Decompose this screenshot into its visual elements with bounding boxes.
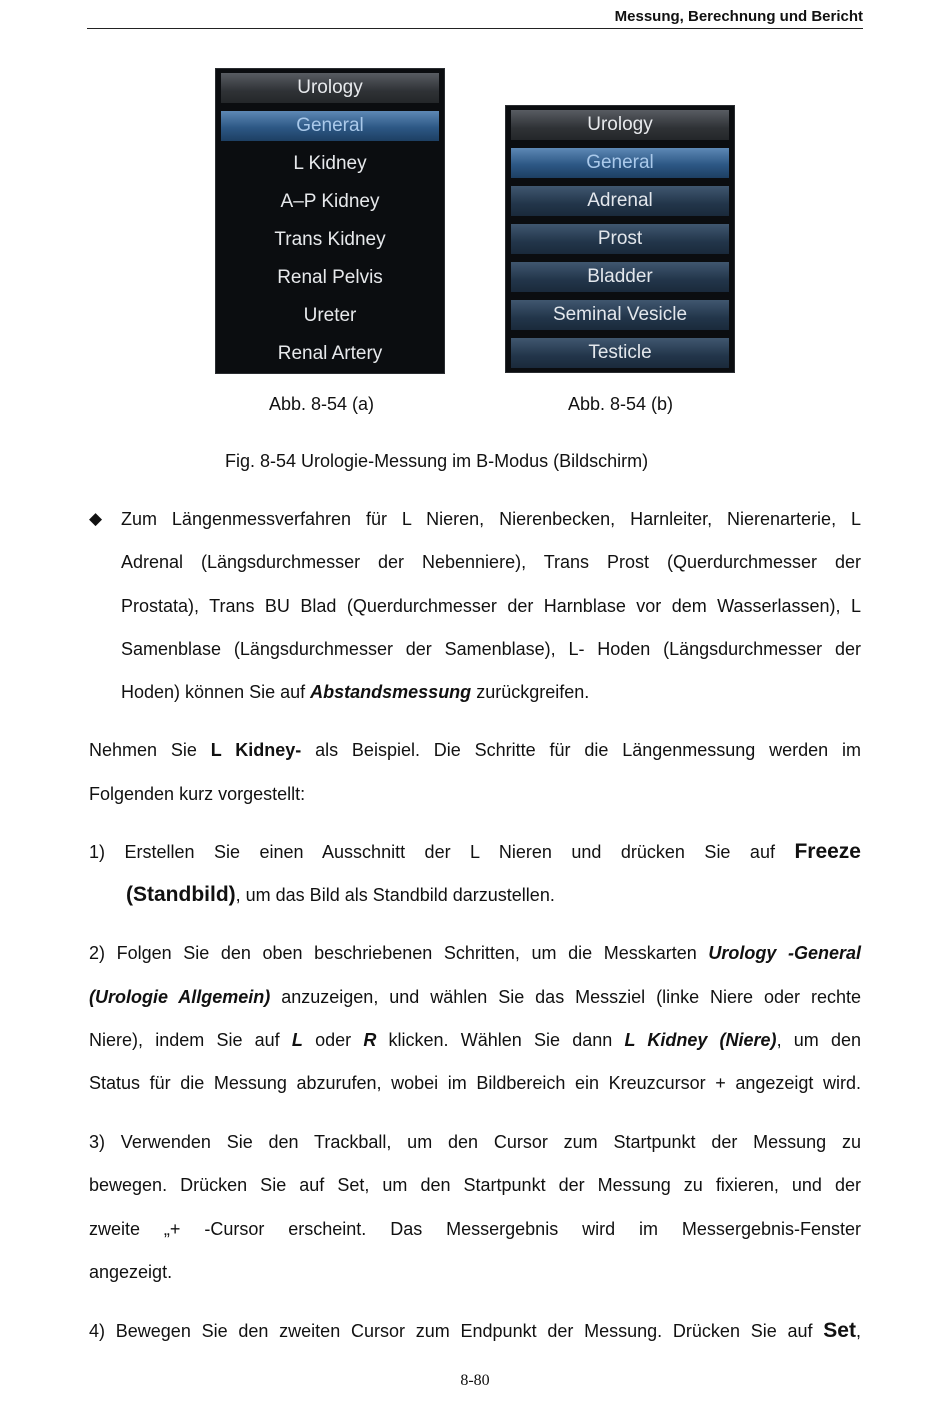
- menu-a-item-general[interactable]: General: [221, 111, 439, 141]
- bullet-text-end: zurückgreifen.: [471, 682, 590, 702]
- term-urology-general: Urology -General: [708, 943, 862, 963]
- step1-text: 1) Erstellen Sie einen Ausschnitt der L Nieren und drücken Sie auf: [89, 842, 795, 862]
- urology-menu-a: [215, 68, 445, 374]
- menu-b-item-seminal-vesicle[interactable]: Seminal Vesicle: [511, 300, 729, 330]
- menu-a-item-urology[interactable]: Urology: [221, 73, 439, 103]
- term-urologie-allgemein: (Urologie Allgemein): [89, 987, 271, 1007]
- bullet-line-1: Zum Längenmessverfahren für L Nieren, Nierenbecken, Harnleiter, Nierenarterie, L: [121, 509, 861, 529]
- step2-line-2: [89, 986, 861, 1008]
- figure-caption: Fig. 8-54 Urologie-Messung im B-Modus (Bildschirm): [225, 451, 649, 471]
- menu-a-item-ureter[interactable]: Ureter: [303, 305, 357, 326]
- term-freeze: Freeze: [794, 840, 861, 863]
- intro-line-1: [89, 739, 861, 761]
- term-standbild: (Standbild): [126, 883, 236, 906]
- step2-text-3a: Niere), indem Sie auf: [89, 1030, 292, 1050]
- menu-a-item-renal-artery[interactable]: Renal Artery: [277, 343, 383, 364]
- step4-comma: ,: [855, 1321, 861, 1341]
- intro-text-end: als Beispiel. Die Schritte für die Längenmessung werden im: [301, 740, 861, 760]
- bullet-line-3: Prostata), Trans BU Blad (Querdurchmesser der Harnblase vor dem Wasserlassen), L: [121, 596, 861, 616]
- step2-text-3c: klicken. Wählen Sie dann: [376, 1030, 625, 1050]
- bullet-line-2: Adrenal (Längsdurchmesser der Nebenniere), Trans Prost (Querdurchmesser der: [121, 552, 861, 572]
- step2-text: 2) Folgen Sie den oben beschriebenen Schritten, um die Messkarten: [89, 943, 709, 963]
- term-l-kidney-niere: L Kidney (Niere): [624, 1030, 777, 1050]
- term-l-kidney: L Kidney-: [210, 740, 302, 760]
- header-title: Messung, Berechnung und Bericht: [614, 8, 863, 25]
- menu-b-item-general[interactable]: General: [511, 148, 729, 178]
- step4-line-1: [89, 1320, 861, 1342]
- bullet-line-4: Samenblase (Längsdurchmesser der Samenblase), L- Hoden (Längsdurchmesser der: [121, 639, 861, 659]
- step2-text-2: anzuzeigen, und wählen Sie das Messziel (linke Niere oder rechte: [270, 987, 862, 1007]
- step2-line-4: Status für die Messung abzurufen, wobei im Bildbereich ein Kreuzcursor + angezeigt wird.: [89, 1073, 861, 1093]
- term-set: Set: [823, 1319, 856, 1342]
- step2-text-3b: oder: [302, 1030, 364, 1050]
- bullet-line-5: [121, 681, 861, 703]
- step4-text: 4) Bewegen Sie den zweiten Cursor zum Endpunkt der Messung. Drücken Sie auf: [89, 1321, 824, 1341]
- caption-b: Abb. 8-54 (b): [568, 394, 674, 414]
- step3-line-2: bewegen. Drücken Sie auf Set, um den Startpunkt der Messung zu fixieren, und der: [89, 1175, 861, 1195]
- step3-line-3: zweite „+ -Cursor erscheint. Das Messergebnis wird im Messergebnis-Fenster: [89, 1219, 861, 1239]
- running-header: [87, 6, 863, 29]
- term-l: L: [291, 1030, 303, 1050]
- term-abstandsmessung: Abstandsmessung: [310, 682, 472, 702]
- step2-line-1: [89, 942, 861, 964]
- step1-text-end: , um das Bild als Standbild darzustellen.: [235, 885, 555, 905]
- step1-line-1: [89, 841, 861, 863]
- menu-a-item-ap-kidney[interactable]: A–P Kidney: [280, 191, 380, 212]
- step2-line-3: [89, 1029, 861, 1051]
- menu-b-item-testicle[interactable]: Testicle: [511, 338, 729, 368]
- intro-text: Nehmen Sie: [89, 740, 211, 760]
- intro-line-2: Folgenden kurz vorgestellt:: [89, 784, 306, 804]
- menu-a-item-trans-kidney[interactable]: Trans Kidney: [274, 229, 386, 250]
- step3-line-1: 3) Verwenden Sie den Trackball, um den Cursor zum Startpunkt der Messung zu: [89, 1132, 861, 1152]
- bullet-text: Hoden) können Sie auf: [121, 682, 311, 702]
- step3-line-4: angezeigt.: [89, 1262, 173, 1282]
- menu-b-item-urology[interactable]: Urology: [511, 110, 729, 140]
- menu-a-item-l-kidney[interactable]: L Kidney: [293, 153, 367, 174]
- term-r: R: [363, 1030, 377, 1050]
- urology-menu-b: [505, 105, 735, 373]
- page-number: 8-80: [460, 1372, 490, 1389]
- menu-a-item-renal-pelvis[interactable]: Renal Pelvis: [277, 267, 383, 288]
- diamond-bullet-icon: ◆: [89, 509, 103, 528]
- caption-a: Abb. 8-54 (a): [269, 394, 375, 414]
- menu-b-item-prost[interactable]: Prost: [511, 224, 729, 254]
- step2-text-3d: , um den: [776, 1030, 862, 1050]
- menu-b-item-bladder[interactable]: Bladder: [511, 262, 729, 292]
- step1-line-2: [126, 884, 866, 906]
- menu-b-item-adrenal[interactable]: Adrenal: [511, 186, 729, 216]
